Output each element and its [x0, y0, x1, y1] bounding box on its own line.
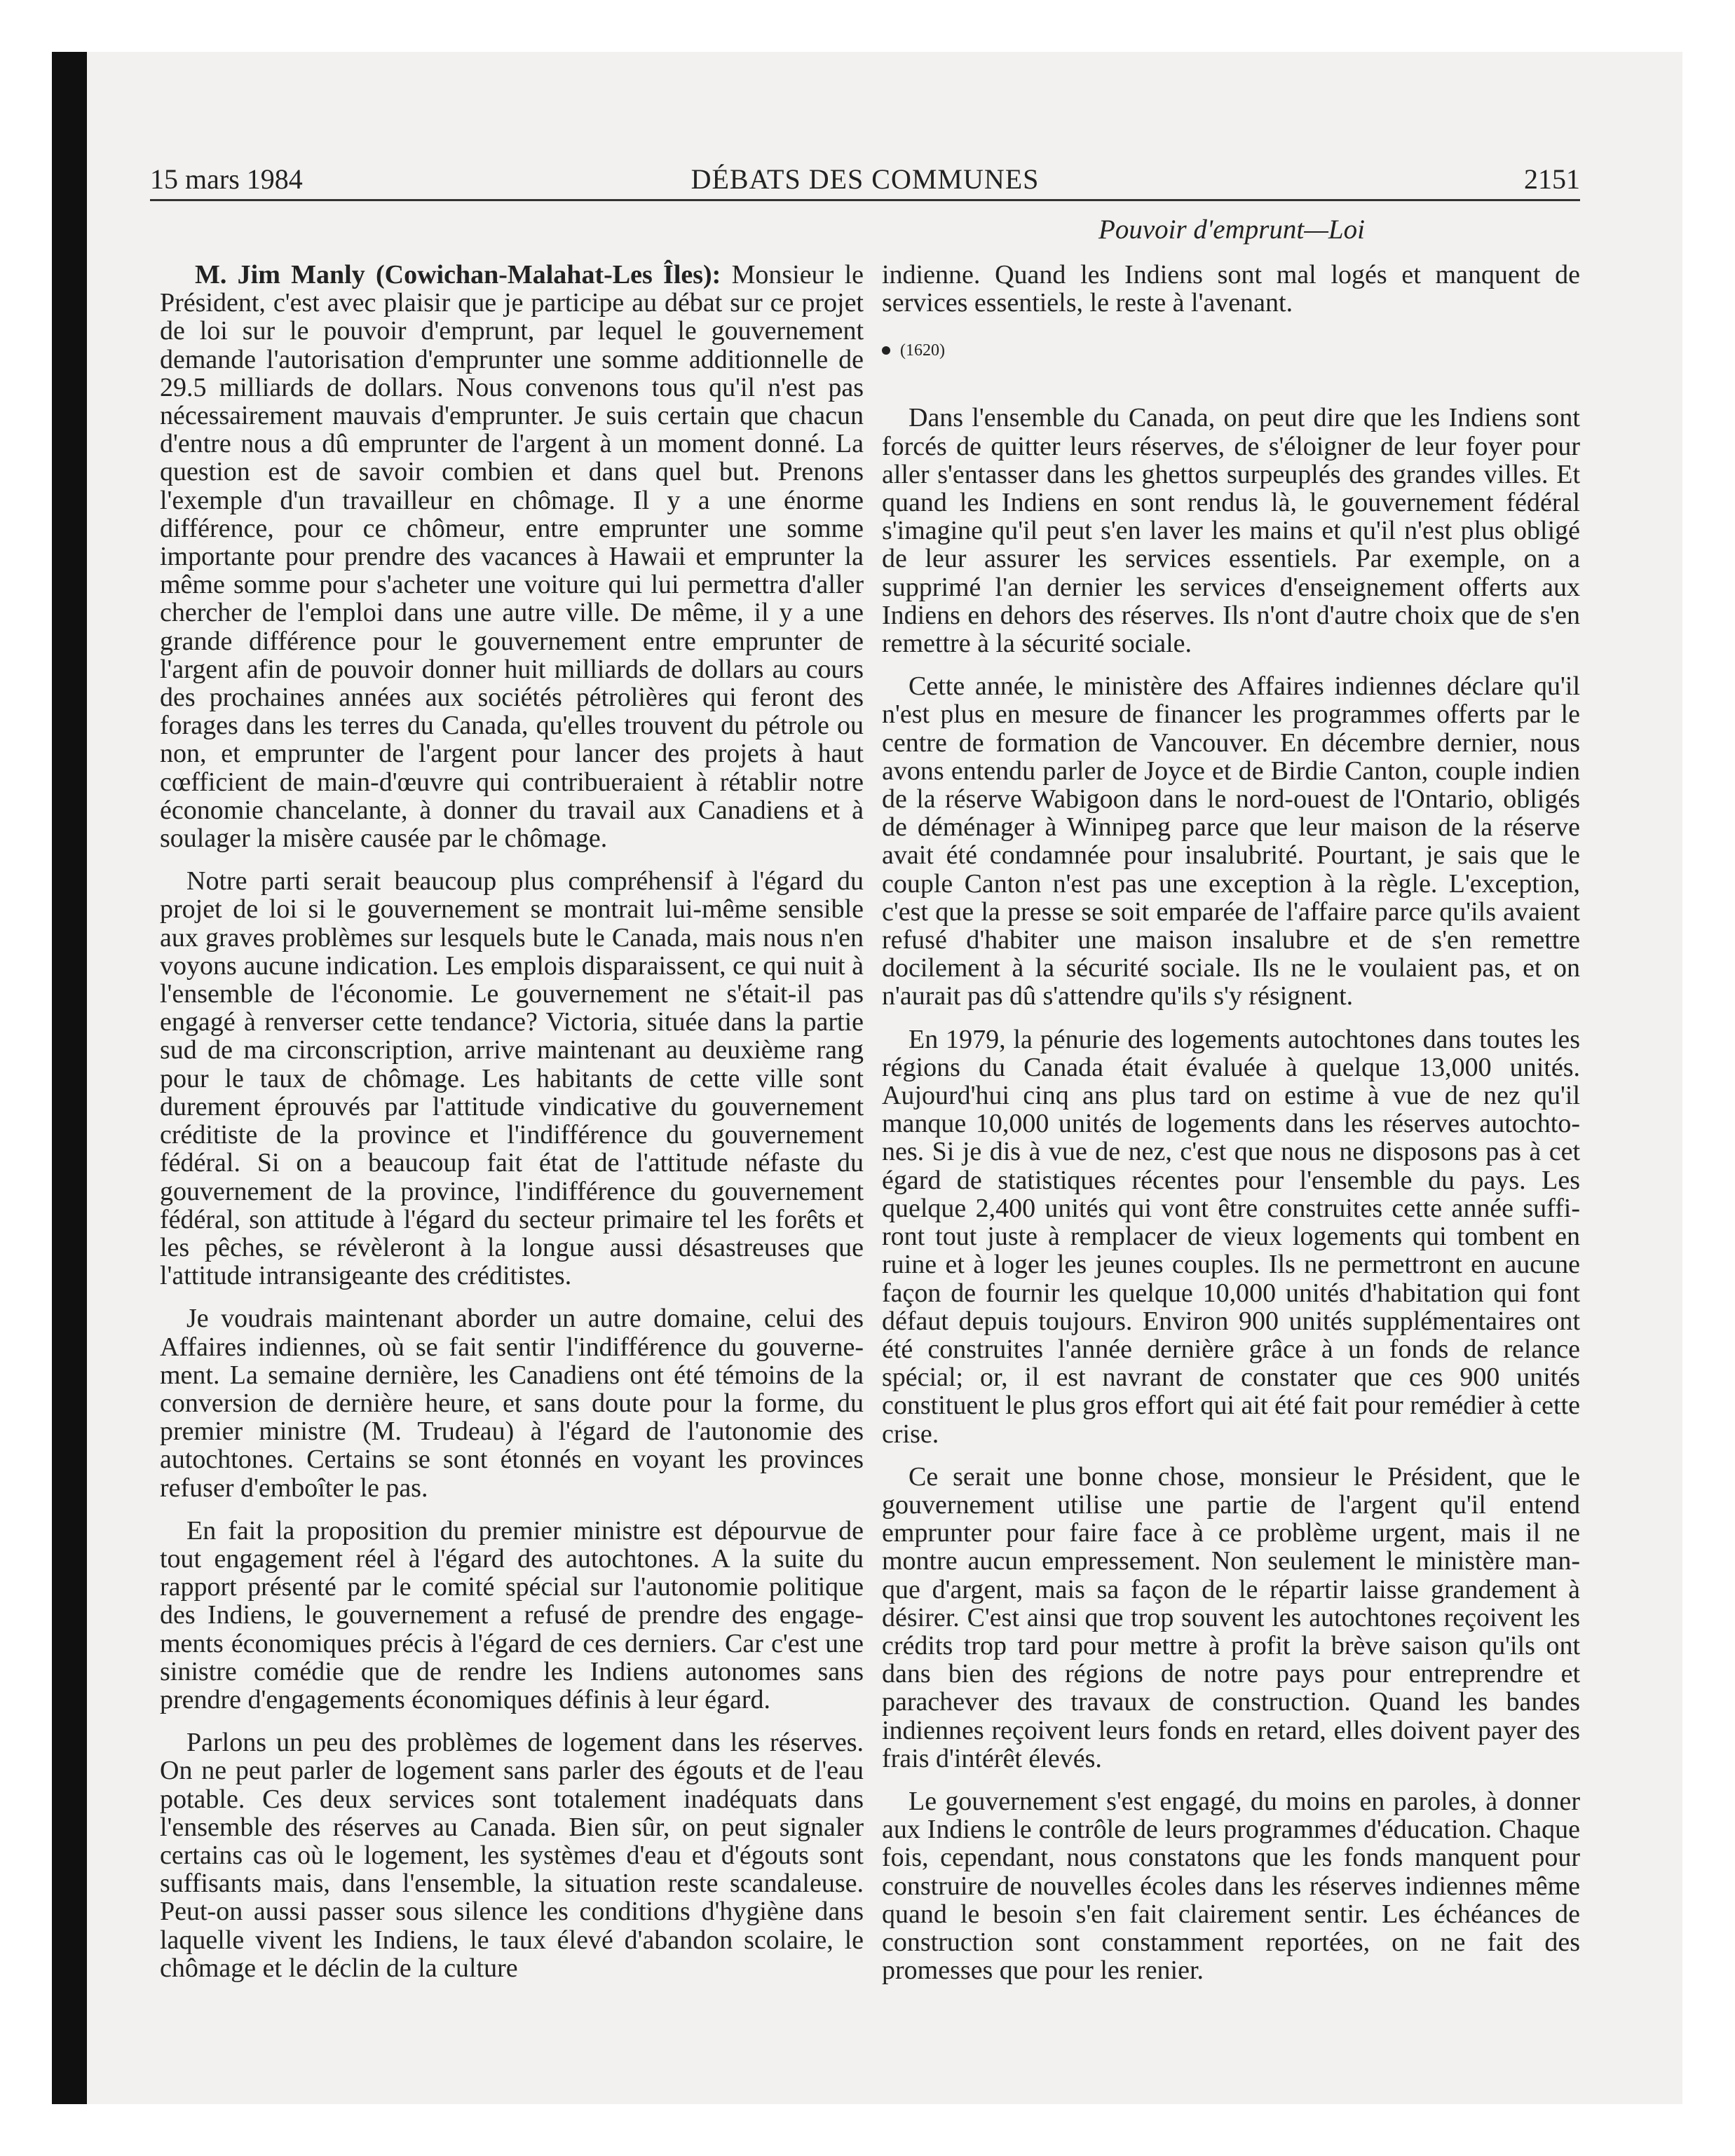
paragraph: Je voudrais maintenant aborder un autre domaine, celui des Affaires indiennes, où se fait sentir l'indifférence du gouvernement. La semaine dernière, les Canadiens ont été témoins de la conversion de dernière heure, et sans doute pour la forme, du premier ministre (M. Trudeau) à l'égard de l'autonomie des autochtones. Certains se sont étonnés en voyant les provinces refuser d'emboîter le pas.	[160, 1304, 864, 1503]
header-page-number: 2151	[1524, 163, 1580, 195]
header-date: 15 mars 1984	[150, 163, 303, 195]
left-column	[160, 261, 864, 1997]
paragraph: Le gouvernement s'est engagé, du moins en paroles, à donner aux Indiens le contrôle de leurs programmes d'éducation. Chaque fois, cependant, nous constatons que les fonds manquent pour construire de nouvelles écoles dans les réserves indiennes même quand le besoin s'en fait clairement sentir. Les échéances de construction sont constamment reportées, on ne fait des promesses que pour les renier.	[882, 1786, 1580, 1986]
scan-binding-edge	[52, 52, 87, 2104]
speaker-name: M. Jim Manly (Cowichan-Malahat-Les Îles):	[195, 260, 721, 289]
time-stamp-text: (1620)	[900, 341, 945, 360]
right-column	[882, 261, 1580, 1999]
paragraph: En fait la proposition du premier ministre est dépourvue de tout engagement réel à l'égard des autochtones. A la suite du rapport présenté par le comité spécial sur l'autonomie politique des Indiens, le gouvernement a refusé de prendre des engagements économiques précis à l'égard de ces derniers. Car c'est une sinistre comédie que de rendre les Indiens autonomes sans prendre d'engagements économiques définis à leur égard.	[160, 1515, 864, 1714]
continuation-paragraph: indienne. Quand les Indiens sont mal logés et manquent de services essentiels, le reste à l'avenant.	[882, 260, 1580, 318]
paragraph: Notre parti serait beaucoup plus compréhensif à l'égard du projet de loi si le gouvernement se montrait lui-même sensible aux graves problèmes sur lesquels bute le Canada, mais nous n'en voyons aucune indication. Les emplois disparaissent, ce qui nuit à l'ensemble de l'économie. Le gouvernement ne s'était-il pas engagé à renverser cette tendance? Victoria, située dans la partie sud de ma circonscription, arrive maintenant au deuxième rang pour le taux de chômage. Les habitants de cette ville sont durement éprouvés par l'attitude vindicative du gouvernement créditiste de la province et l'indifférence du gouvernement fédéral. Si on a beaucoup fait état de l'attitude néfaste du gouvernement de la province, l'indifférence du gouvernement fédéral, son attitude à l'égard du secteur primaire tel les forêts et les pêches, se révèleront à la longue aussi désastreuses que l'attitude intransigeante des créditistes.	[160, 866, 864, 1291]
paragraph-text: Monsieur le Président, c'est avec plaisir que je participe au débat sur ce projet de loi sur le pouvoir d'emprunt, par lequel le gouvernement demande l'autorisation d'emprunter une somme additionnelle de 29.5 milliards de dollars. Nous convenons tous qu'il n'est pas nécessairement mauvais d'emprunter. Je suis certain que chacun d'entre nous a dû emprunter de l'argent à un moment donné. La question est de savoir combien et dans quel but. Prenons l'exemple d'un travailleur en chômage. Il y a une énorme différence, pour ce chômeur, entre emprunter une somme importante pour prendre des vacances à Hawaii et emprunter la même somme pour s'acheter une voiture qui lui permettra d'aller chercher de l'emploi dans une autre ville. De même, il y a une grande différence pour le gouvernement entre emprunter de l'argent afin de pouvoir donner huit milliards de dollars au cours des prochaines années aux sociétés pétrolières qui feront des forages dans les terres du Canada, qu'elles trouvent du pétrole ou non, et emprunter de l'argent pour lancer des projets à haut cœfficient de main-d'œuvre qui contribueraient à rétablir notre économie chancelante, à donner du travail aux Canadiens et à soulager la misère causée par le chômage.	[160, 260, 864, 854]
paragraph: Dans l'ensemble du Canada, on peut dire que les Indiens sont forcés de quitter leurs réserves, de s'éloigner de leur foyer pour aller s'entasser dans les ghettos surpeuplés des grandes villes. Et quand les Indiens en sont rendus là, le gouvernement fédéral s'imagine qu'il peut s'en laver les mains et qu'il n'est plus obligé de leur assurer les services essentiels. Par exemple, on a supprimé l'an dernier les services d'enseignement offerts aux Indiens en dehors des réserves. Ils n'ont d'autre choix que de s'en remettre à la sécurité sociale.	[882, 403, 1580, 659]
time-stamp	[882, 336, 1580, 364]
paragraph: Parlons un peu des problèmes de logement dans les réserves. On ne peut parler de logement sans parler des égouts et de l'eau potable. Ces deux services sont totalement inadéquats dans l'ensemble des réserves au Canada. Bien sûr, on peut signaler certains cas où le logement, les systèmes d'eau et d'égouts sont suffisants mais, dans l'ensemble, la situation reste scandaleuse. Peut-on aussi passer sous silence les conditions d'hygiène dans laquelle vivent les Indiens, le taux élevé d'abandon scolaire, le chômage et le déclin de la culture	[160, 1728, 864, 1983]
bullet-icon	[882, 346, 890, 355]
page-header	[150, 160, 1580, 201]
paragraph: Cette année, le ministère des Affaires indiennes déclare qu'il n'est plus en mesure de financer les programmes offerts par le centre de formation de Vancouver. En décembre dernier, nous avons entendu parler de Joyce et de Birdie Canton, couple indien de la réserve Wabigoon dans le nord-ouest de l'Ontario, obligés de déménager à Winnipeg parce que leur maison de la réserve avait été condamnée pour insalubrité. Pourtant, je sais que le couple Canton n'est pas une exception à la règle. L'exception, c'est que la presse se soit emparée de l'affaire parce qu'ils avaient refusé d'habiter une maison insalubre et de s'en remettre docilement à la sécurité sociale. Ils ne le voulaient pas, et on n'aurait pas dû s'attendre qu'ils s'y résignent.	[882, 671, 1580, 1011]
paragraph	[160, 261, 864, 852]
header-publication: DÉBATS DES COMMUNES	[690, 163, 1040, 195]
paragraph: Ce serait une bonne chose, monsieur le Président, que le gouvernement utilise une partie de l'argent qu'il entend emprunter pour faire face à ce problème urgent, mais il ne montre aucun empressement. Non seulement le ministère manque d'argent, mais sa façon de le répartir laisse grandement à désirer. C'est ainsi que trop souvent les autochtones reçoivent les crédits trop tard pour mettre à profit la brève saison qu'ils ont dans bien des régions de notre pays pour entreprendre et parachever des travaux de construction. Quand les bandes indiennes reçoivent leurs fonds en retard, elles doivent payer des frais d'intérêt élevés.	[882, 1461, 1580, 1773]
paragraph: En 1979, la pénurie des logements autochtones dans toutes les régions du Canada était évaluée à quelque 13,000 unités. Aujourd'hui cinq ans plus tard on estime à vue de nez qu'il manque 10,000 unités de logements dans les réserves autochtones. Si je dis à vue de nez, c'est que nous ne disposons pas à cet égard de statistiques récentes pour l'ensemble du pays. Les quelque 2,400 unités qui vont être construites cette année suffiront tout juste à remplacer de vieux logements qui tombent en ruine et à loger les jeunes couples. Ils ne permettront en aucune façon de fournir les quelque 10,000 unités d'habitation qui font défaut depuis toujours. Environ 900 unités supplémentaires ont été construites l'année dernière grâce à un fonds de relance spécial; or, il est navrant de constater que ces 900 unités constituent le plus gros effort qui ait été fait pour remédier à cette crise.	[882, 1024, 1580, 1449]
running-title: Pouvoir d'emprunt—Loi	[1098, 214, 1365, 245]
